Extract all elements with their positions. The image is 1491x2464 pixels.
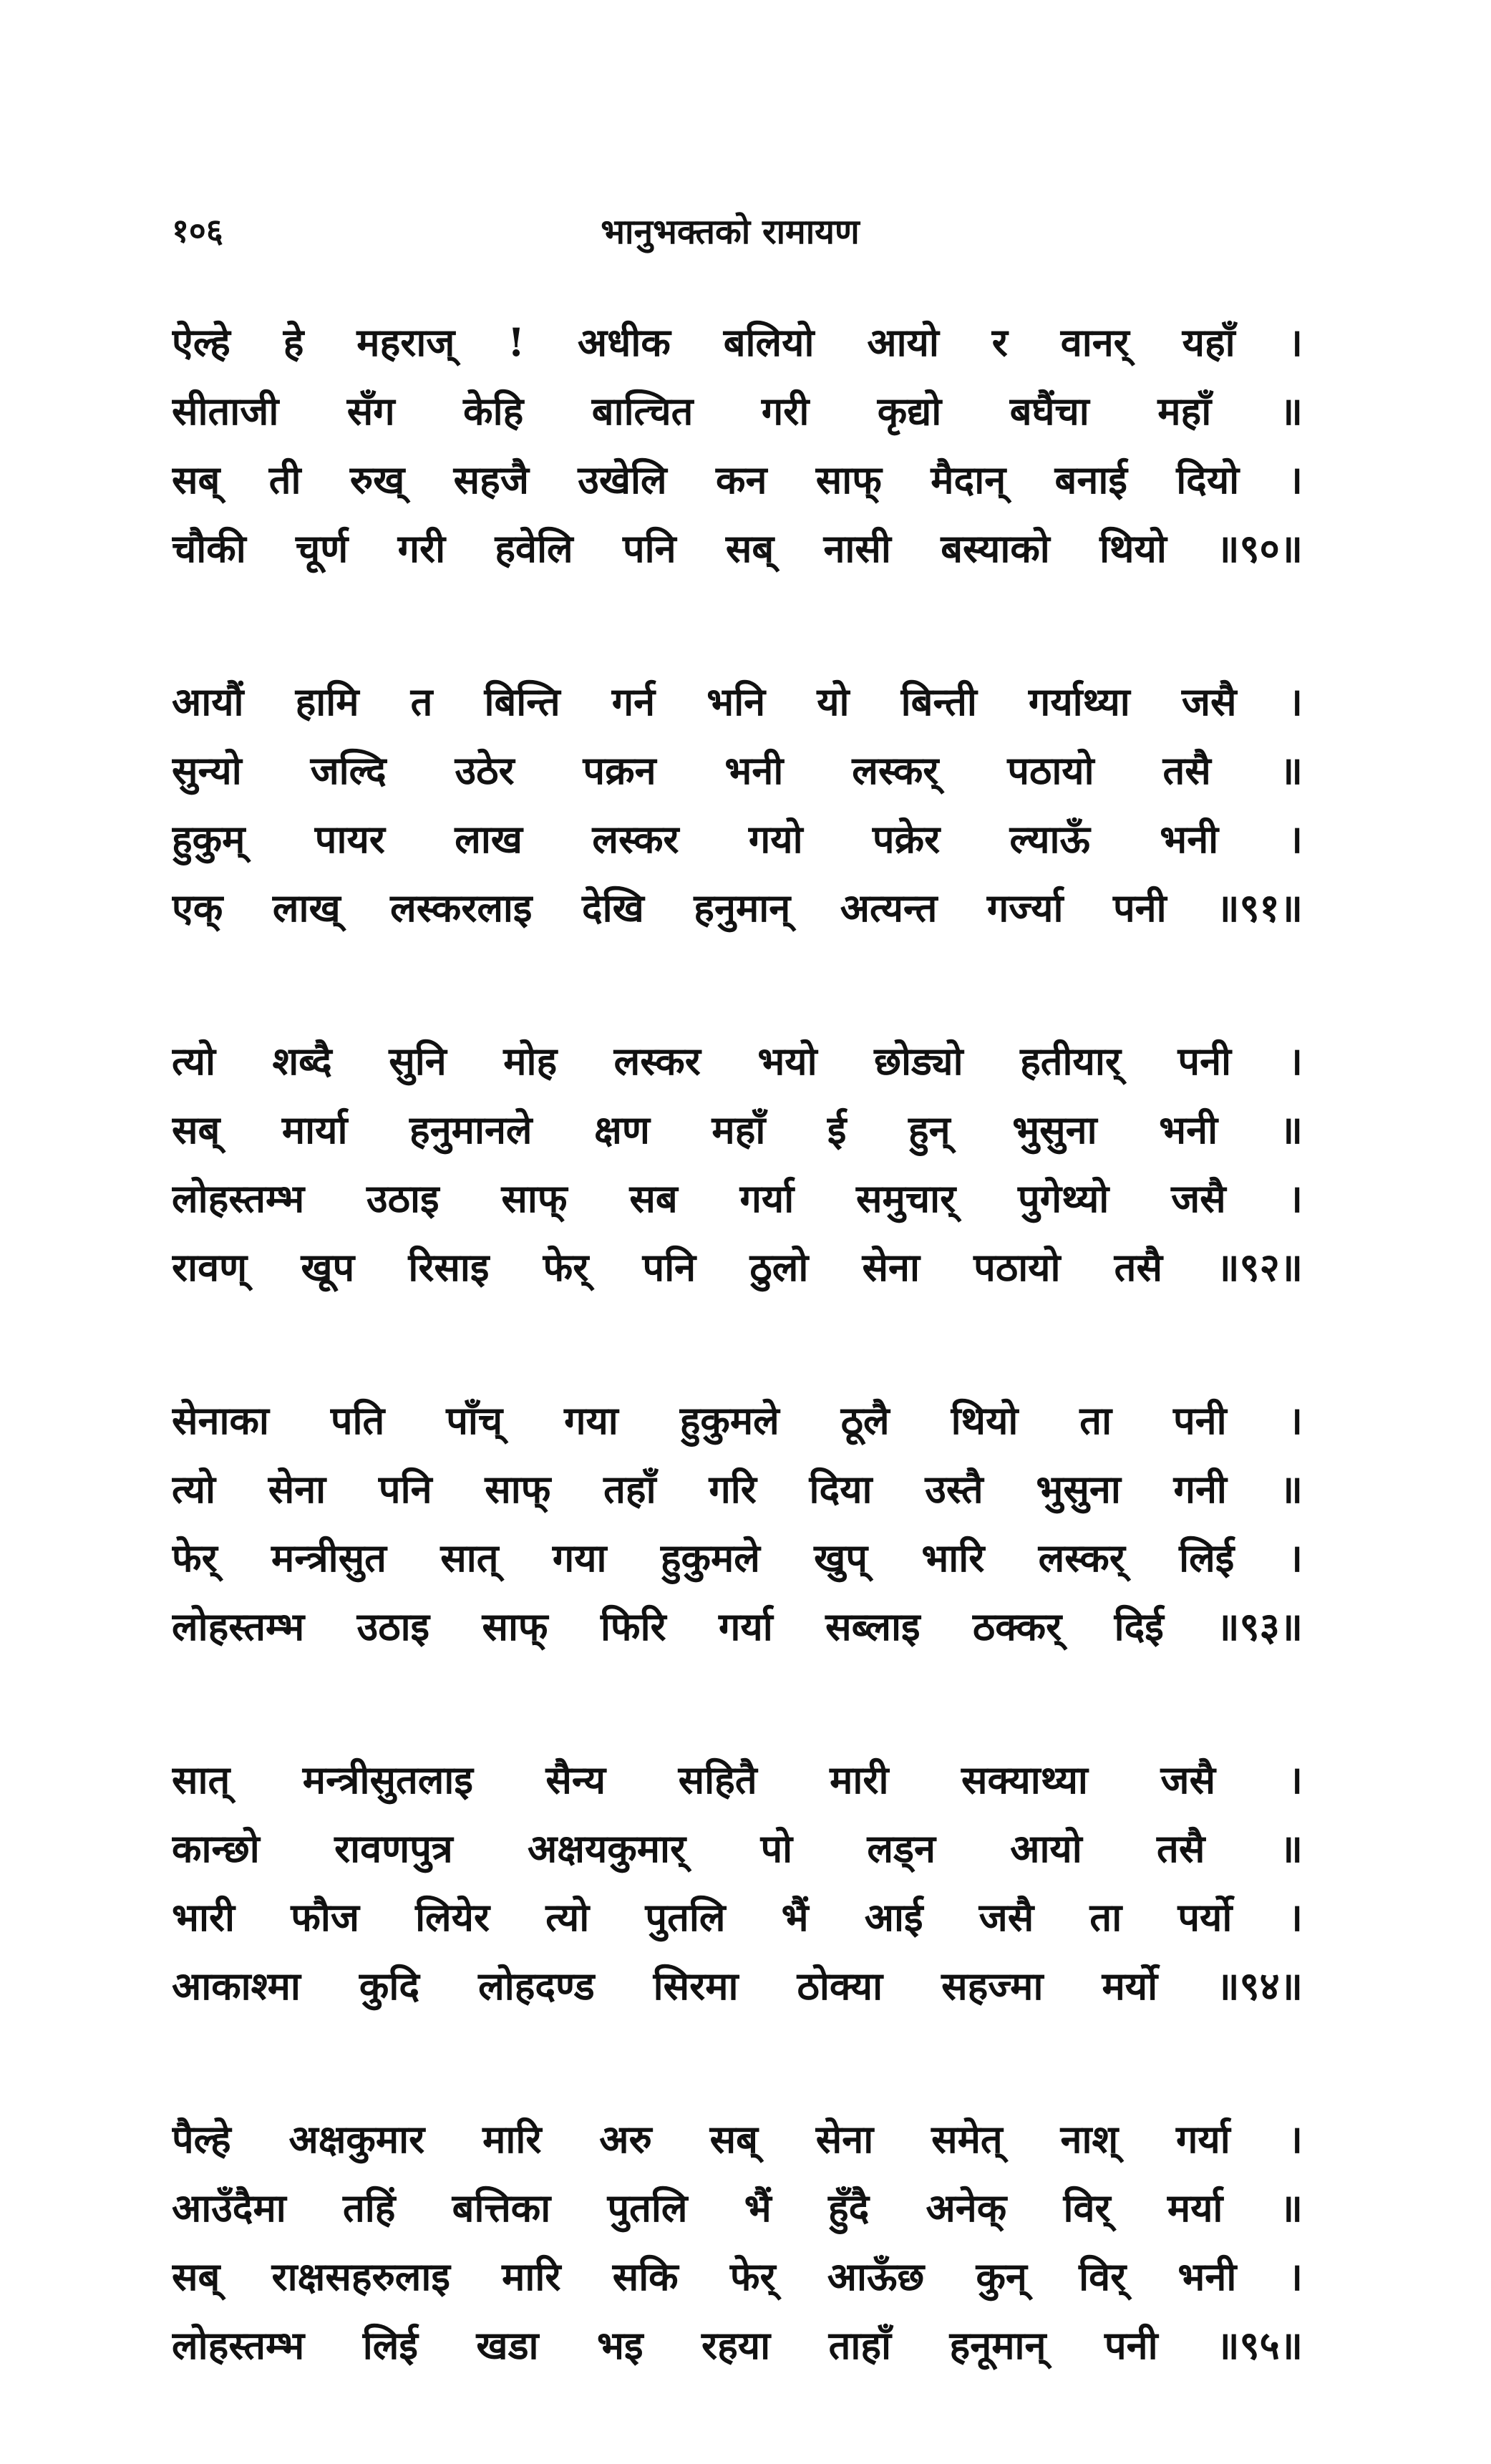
stanza-95 [172, 2105, 1303, 2380]
page-header [172, 208, 1288, 265]
verse-line: सुन्यो जल्दि उठेर पक्रन भनी लस्कर् पठायो तसै ॥ [172, 747, 1303, 793]
verse-line: सब् ती रुख् सहजै उखेलि कन साफ् मैदान् बनाई दियो । [172, 457, 1303, 503]
verse-line: कान्छो रावणपुत्र अक्षयकुमार् पो लड्न आयो तसै ॥ [172, 1825, 1303, 1871]
verse-line: सब् राक्षसहरुलाइ मारि सकि फेर् आऊँछ कुन् विर् भनी । [172, 2254, 1303, 2299]
verse-line: हुकुम् पायर लाख लस्कर गयो पक्रेर ल्याऊँ भनी । [172, 816, 1303, 862]
stanza-90 [172, 308, 1303, 583]
verse-line: भारी फौज लियेर त्यो पुतलि भैं आई जसै ता पर्यो । [172, 1894, 1303, 1940]
stanza-94 [172, 1745, 1303, 2020]
verse-line: सीताजी सँग केहि बात्चित गरी कृद्यो बघैंचा महाँ ॥ [172, 388, 1303, 434]
verse-line: लोहस्तम्भ उठाइ साफ् सब गर्या समुचार् पुगेथ्यो जसै । [172, 1175, 1303, 1221]
stanza-91 [172, 667, 1303, 942]
verse-line: एक् लाख् लस्करलाइ देखि हनुमान् अत्यन्त गर्ज्या पनी ॥९१॥ [172, 885, 1303, 931]
running-title: भानुभक्तको रामायण [601, 212, 860, 252]
stanza-92 [172, 1027, 1303, 1301]
verse-line: सेनाका पति पाँच् गया हुकुमले ठूलै थियो ता पनी । [172, 1397, 1303, 1443]
stanza-93 [172, 1386, 1303, 1661]
verse-line: सब् मार्या हनुमानले क्षण महाँ ई हुन् भुसुना भनी ॥ [172, 1107, 1303, 1153]
verse-line: आउँदैमा तहिं बत्तिका पुतलि भैं हुँदै अनेक् विर् मर्या ॥ [172, 2185, 1303, 2231]
verse-line: पैल्हे अक्षकुमार मारि अरु सब् सेना समेत् नाश् गर्या । [172, 2116, 1303, 2162]
verse-line: रावण् खूप रिसाइ फेर् पनि ठुलो सेना पठायो तसै ॥९२॥ [172, 1244, 1303, 1290]
verse-line: आयौं हामि त बिन्ति गर्न भनि यो बिन्ती गर्याथ्या जसै । [172, 679, 1303, 724]
verse-line: लोहस्तम्भ उठाइ साफ् फिरि गर्या सब्लाइ ठक्कर् दिई ॥९३॥ [172, 1604, 1303, 1649]
verse-line: त्यो शब्दै सुनि मोह लस्कर भयो छोड्यो हतीयार् पनी । [172, 1038, 1303, 1084]
verse-line: फेर् मन्त्रीसुत सात् गया हुकुमले खुप् भारि लस्कर् लिई । [172, 1535, 1303, 1581]
verse-line: ऐल्हे हे महराज् ! अधीक बलियो आयो र वानर् यहाँ । [172, 319, 1303, 365]
verse-line: सात् मन्त्रीसुतलाइ सैन्य सहितै मारी सक्याथ्या जसै । [172, 1757, 1303, 1803]
verse-line: आकाश्मा कुदि लोहदण्ड सिरमा ठोक्या सहज्मा मर्यो ॥९४॥ [172, 1963, 1303, 2009]
page-number: १०६ [172, 211, 223, 250]
verse-body [172, 308, 1303, 2464]
verse-line: चौकी चूर्ण गरी हवेलि पनि सब् नासी बस्याको थियो ॥९०॥ [172, 525, 1303, 571]
verse-line: लोहस्तम्भ लिई खडा भइ रहया ताहाँ हनूमान् पनी ॥९५॥ [172, 2322, 1303, 2368]
verse-line: त्यो सेना पनि साफ् तहाँ गरि दिया उस्तै भुसुना गनी ॥ [172, 1466, 1303, 1512]
